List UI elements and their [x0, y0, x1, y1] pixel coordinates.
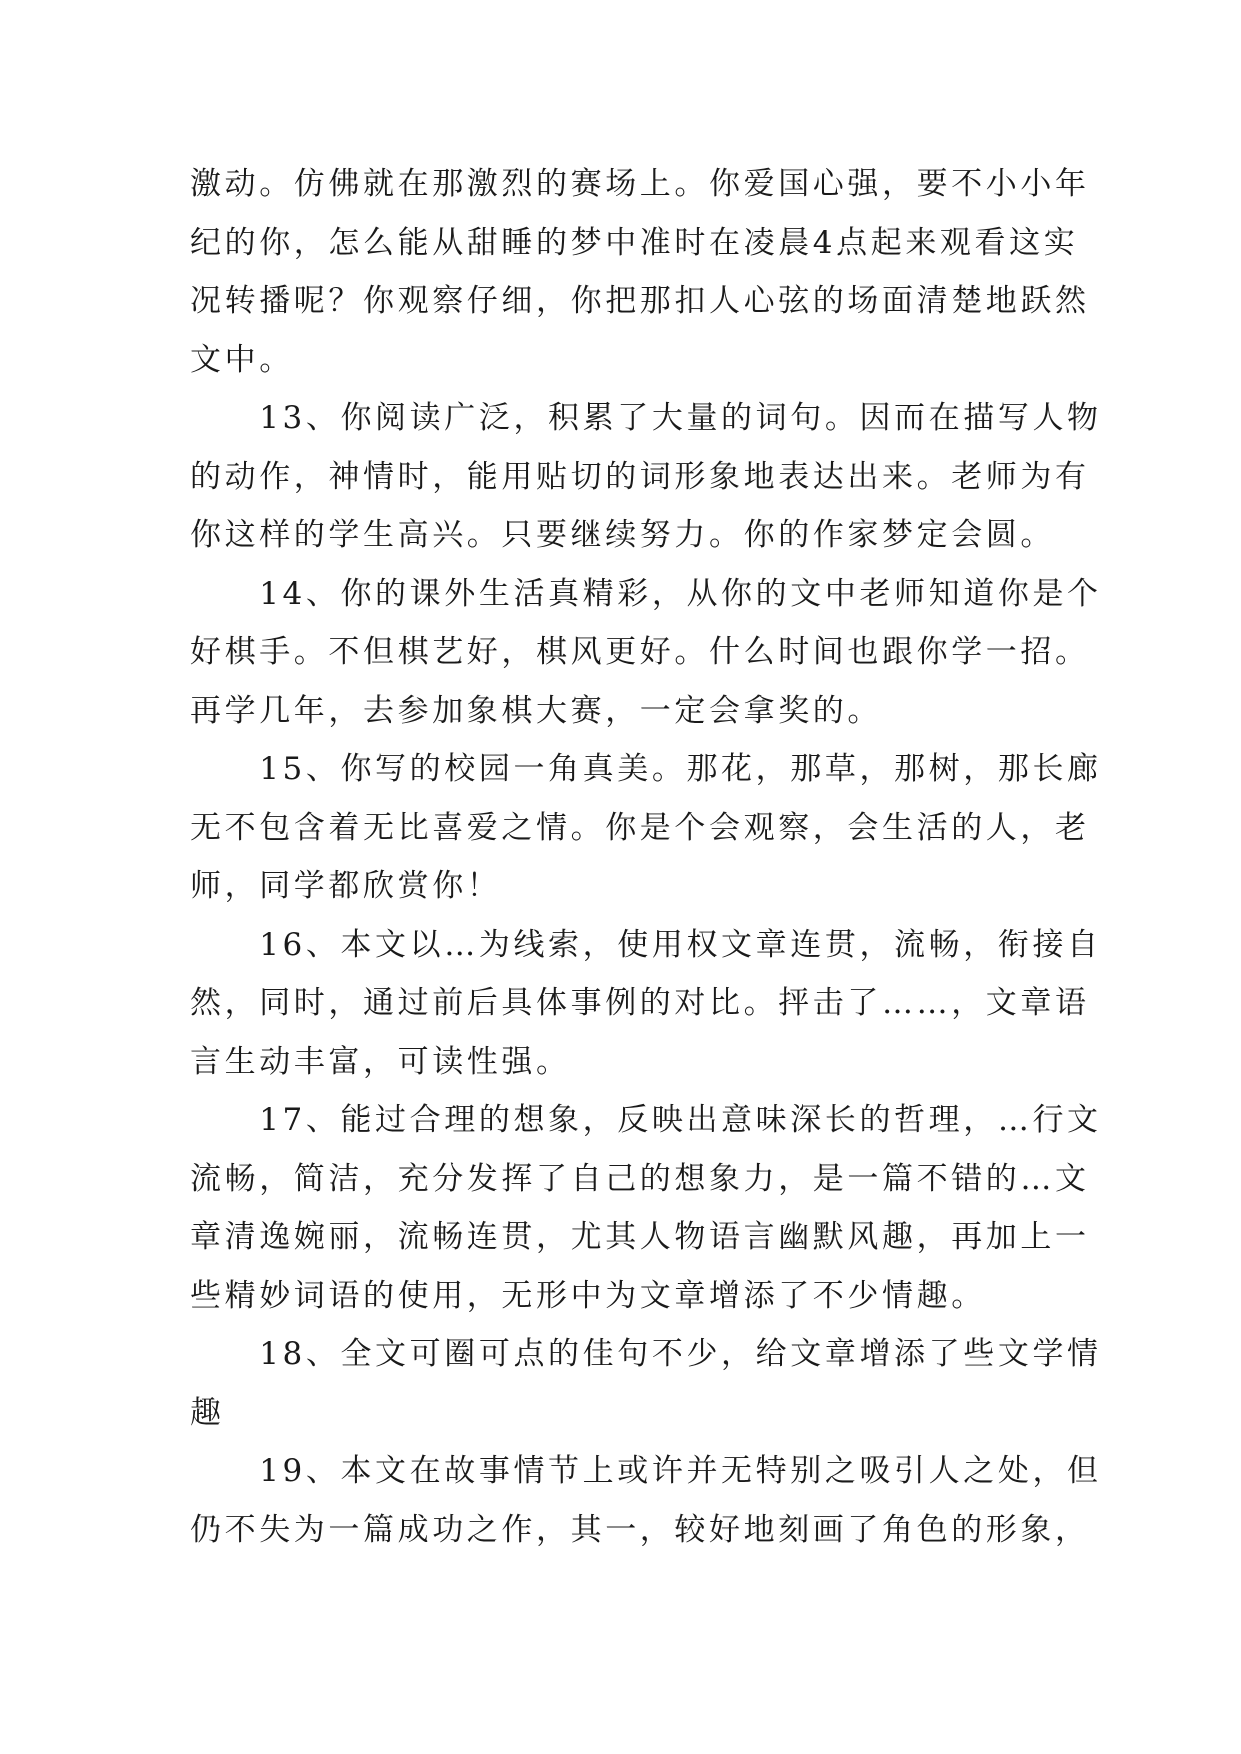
text-line: 仍不失为一篇成功之作，其一，较好地刻画了角色的形象， — [190, 1511, 1090, 1548]
text-line: 的动作，神情时，能用贴切的词形象地表达出来。老师为有 — [190, 458, 1090, 495]
text-line: 流畅，简洁，充分发挥了自己的想象力，是一篇不错的…文 — [190, 1160, 1090, 1197]
text-line: 章清逸婉丽，流畅连贯，尤其人物语言幽默风趣，再加上一 — [190, 1219, 1090, 1255]
text-line: 纪的你，怎么能从甜睡的梦中准时在凌晨4点起来观看这实 — [190, 224, 1079, 261]
text-line: 况转播呢？你观察仔细，你把那扣人心弦的场面清楚地跃然 — [190, 283, 1090, 319]
text-line: 趣 — [190, 1394, 225, 1431]
text-line: 些精妙词语的使用，无形中为文章增添了不少情趣。 — [190, 1277, 986, 1314]
text-line: 14、你的课外生活真精彩，从你的文中老师知道你是个 — [190, 575, 1102, 612]
text-line: 18、全文可圈可点的佳句不少，给文章增添了些文学情 — [190, 1336, 1102, 1372]
text-line: 言生动丰富，可读性强。 — [190, 1043, 571, 1080]
text-line: 13、你阅读广泛，积累了大量的词句。因而在描写人物 — [190, 400, 1102, 436]
text-line: 19、本文在故事情节上或许并无特别之吸引人之处，但 — [190, 1453, 1102, 1489]
text-line: 然，同时，通过前后具体事例的对比。抨击了……，文章语 — [190, 985, 1090, 1021]
text-line: 17、能过合理的想象，反映出意味深长的哲理，…行文 — [190, 1102, 1102, 1138]
text-line: 再学几年，去参加象棋大赛，一定会拿奖的。 — [190, 692, 882, 729]
document-body — [190, 155, 1102, 1559]
text-line: 15、你写的校园一角真美。那花，那草，那树，那长廊 — [190, 751, 1102, 787]
text-line: 16、本文以…为线索，使用权文章连贯，流畅，衔接自 — [190, 926, 1102, 963]
text-line: 师，同学都欣赏你！ — [190, 868, 502, 904]
text-line: 激动。仿佛就在那激烈的赛场上。你爱国心强，要不小小年 — [190, 166, 1090, 202]
text-line: 你这样的学生高兴。只要继续努力。你的作家梦定会圆。 — [190, 517, 1055, 553]
text-line: 好棋手。不但棋艺好，棋风更好。什么时间也跟你学一招。 — [190, 634, 1090, 670]
text-line: 文中。 — [190, 341, 294, 378]
text-line: 无不包含着无比喜爱之情。你是个会观察，会生活的人，老 — [190, 809, 1090, 846]
